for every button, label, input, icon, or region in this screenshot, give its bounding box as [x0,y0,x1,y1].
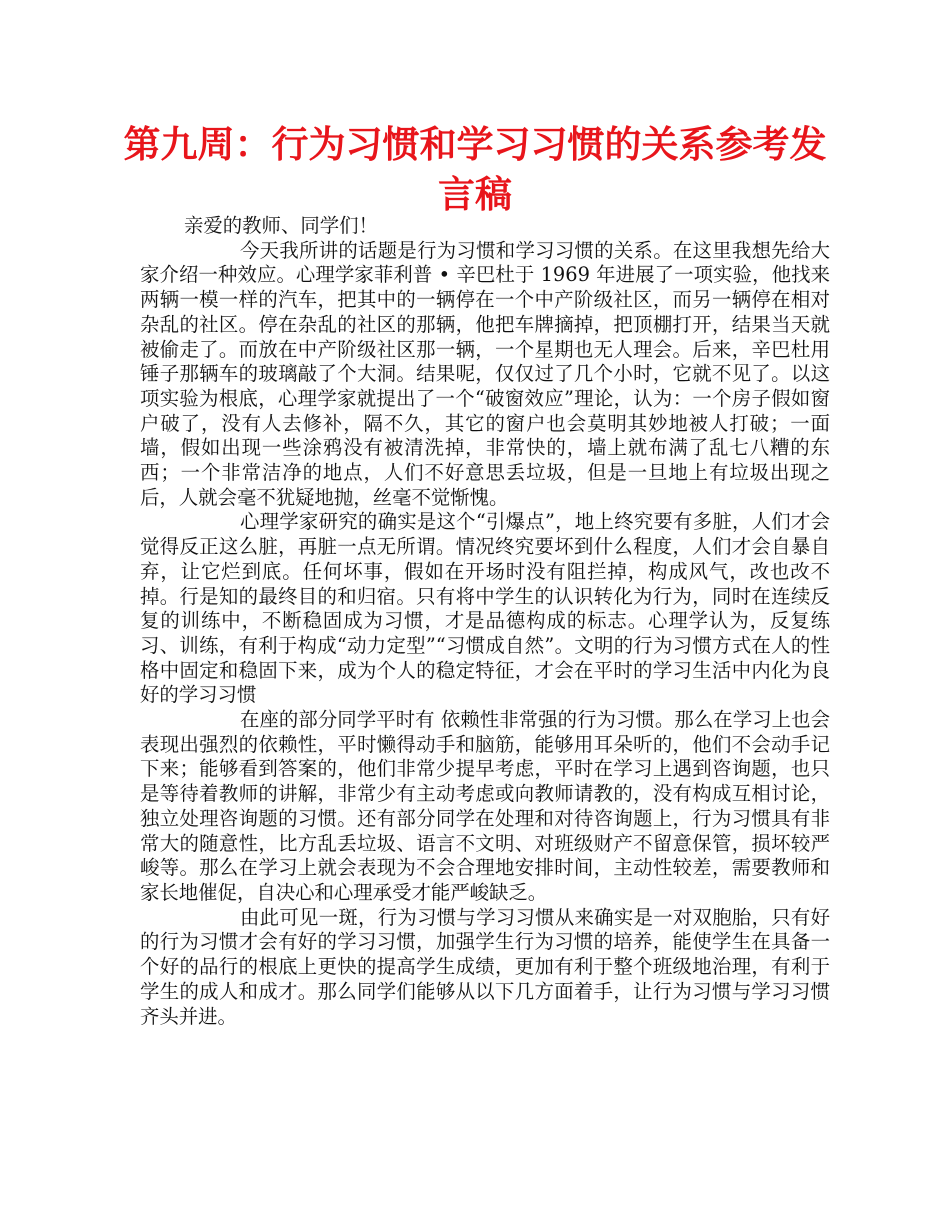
paragraph-broken-window: 今天我所讲的话题是行为习惯和学习习惯的关系。在这里我想先给大家介绍一种效应。心理学家菲利普 • 辛巴杜于 1969 年进展了一项实验，他找来两辆一模一样的汽车，把其中的一辆停在一个中产阶级社区，而另一辆停在相对杂乱的社区。停在杂乱的社区的那辆，他把车牌摘掉，把顶棚打开，结果当天就被偷走了。而放在中产阶级社区那一辆，一个星期也无人理会。后来，辛巴杜用锤子那辆车的玻璃敲了个大洞。结果呢，仅仅过了几个小时，它就不见了。以这项实验为根底，心理学家就提出了一个“破窗效应”理论，认为：一个房子假如窗户破了，没有人去修补，隔不久，其它的窗户也会莫明其妙地被人打破；一面墙，假如出现一些涂鸦没有被清洗掉，非常快的，墙上就布满了乱七八糟的东西；一个非常洁净的地点，人们不好意思丢垃圾，但是一旦地上有垃圾出现之后，人就会毫不犹疑地抛，丝毫不觉惭愧。 [140,238,830,509]
document-title: 第九周：行为习惯和学习习惯的关系参考发言稿 [123,123,827,216]
paragraph-conclusion: 由此可见一斑，行为习惯与学习习惯从来确实是一对双胞胎，只有好的行为习惯才会有好的学习习惯，加强学生行为习惯的培养，能使学生在具备一个好的品行的根底上更快的提高学生成绩，更加有利于整个班级地治理，有利于学生的成人和成才。那么同学们能够从以下几方面着手，让行为习惯与学习习惯齐头并进。 [140,905,830,1028]
document-body [140,214,830,1029]
greeting-line: 亲爱的教师、同学们！ [184,214,378,237]
paragraph-dependency: 在座的部分同学平时有 依赖性非常强的行为习惯。那么在学习上也会表现出强烈的依赖性，平时懒得动手和脑筋，能够用耳朵听的，他们不会动手记下来；能够看到答案的，他们非常少提早考虑，平时在学习上遇到咨询题，也只是等待着教师的讲解，非常少有主动考虑或向教师请教的，没有构成互相讨论，独立处理咨询题的习惯。还有部分同学在处理和对待咨询题上，行为习惯具有非常大的随意性，比方乱丢垃圾、语言不文明、对班级财产不留意保管，损坏较严峻等。那么在学习上就会表现为不会合理地安排时间，主动性较差，需要教师和家长地催促，自决心和心理承受才能严峻缺乏。 [140,708,830,904]
paragraph-tipping-point: 心理学家研究的确实是这个“引爆点”，地上终究要有多脏，人们才会觉得反正这么脏，再脏一点无所谓。情况终究要坏到什么程度，人们才会自暴自弃，让它烂到底。任何坏事，假如在开场时没有阻拦掉，构成风气，改也改不掉。行是知的最终目的和归宿。只有将中学生的认识转化为行为，同时在连续反复的训练中，不断稳固成为习惯，才是品德构成的标志。心理学认为，反复练习、训练，有利于构成“动力定型”“习惯成自然”。文明的行为习惯方式在人的性格中固定和稳固下来，成为个人的稳定特征，才会在平时的学习生活中内化为良好的学习习惯 [140,510,830,707]
